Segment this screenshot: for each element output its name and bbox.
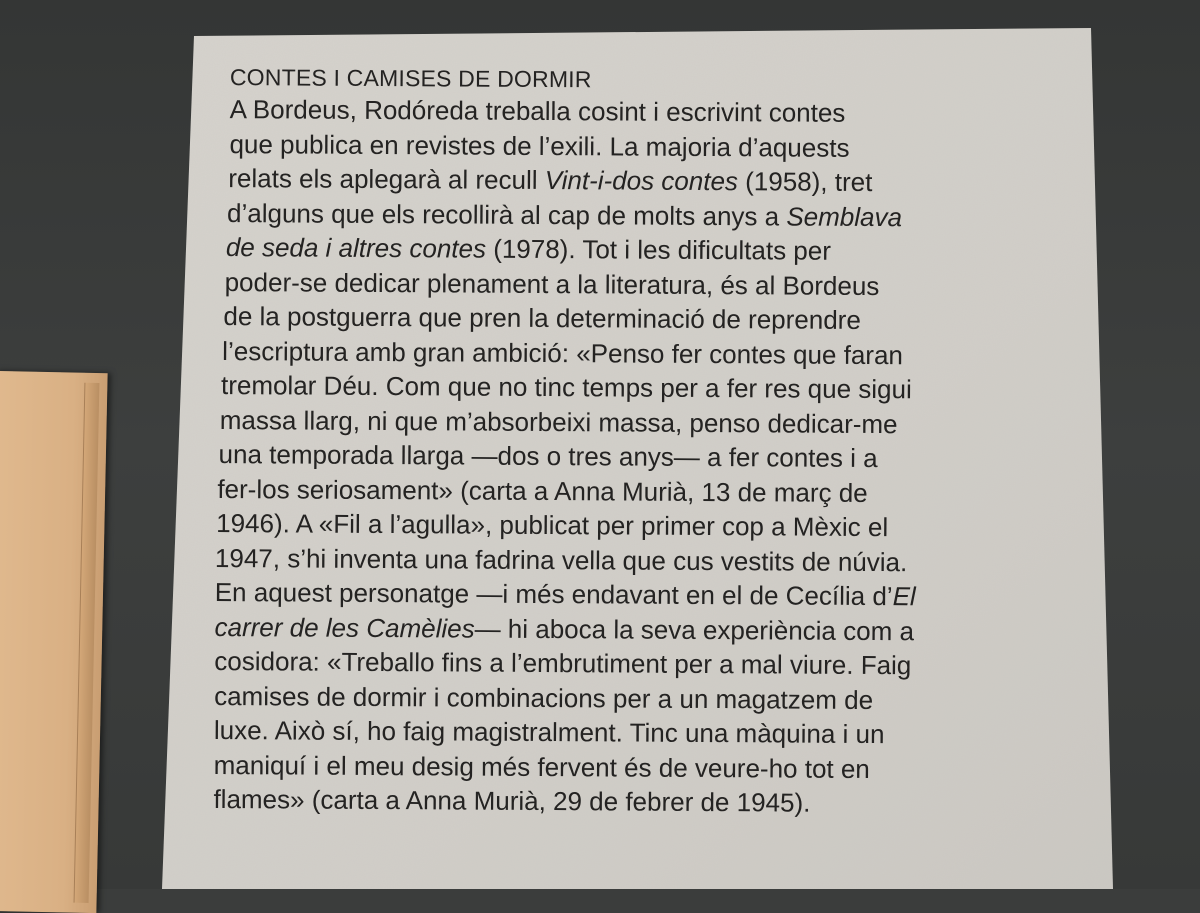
line-text: tremolar Déu. Com que no tinc temps per a fer res que sigui — [220, 370, 912, 405]
panel-text-line — [214, 713, 1094, 753]
line-text: una temporada llarga —dos o tres anys— a fer contes i a — [218, 439, 878, 474]
panel-body — [213, 92, 1097, 822]
line-text: poder-se dedicar plenament a la literatura, és al Bordeus — [224, 266, 880, 301]
panel-text-line — [216, 299, 1096, 339]
line-text: de la postguerra que pren la determinació de reprendre — [223, 301, 861, 335]
italic-title-text: El — [892, 581, 916, 612]
panel-text-line — [217, 230, 1097, 270]
panel-text-line — [216, 333, 1096, 373]
italic-title-text: Vint-i-dos contes — [544, 164, 739, 197]
line-text: — hi aboca la seva experiència com a — [474, 613, 915, 646]
italic-title-text: carrer de les Camèlies — [214, 611, 475, 644]
panel-text — [213, 62, 1098, 822]
panel-text-line — [213, 782, 1093, 822]
line-text: cosidora: «Treballo fins a l’embrutiment per a mal viure. Faig — [214, 645, 912, 681]
panel-text-line — [216, 402, 1096, 442]
line-text: l’escriptura amb gran ambició: «Penso fer contes que faran — [222, 335, 904, 370]
panel-text-line — [214, 678, 1094, 718]
panel-text-line — [214, 644, 1094, 684]
line-text: camises de dormir i combinacions per a un magatzem de — [214, 680, 874, 715]
line-text: A Bordeus, Rodóreda treballa cosint i escrivint contes — [229, 94, 846, 128]
panel-text-line — [215, 471, 1095, 511]
panel-text-line — [217, 264, 1097, 304]
panel-text-line — [217, 195, 1097, 235]
line-text: relats els aplegarà al recull — [228, 163, 545, 195]
panel-text-line — [215, 437, 1095, 477]
italic-title-text: Semblava — [786, 200, 903, 232]
line-text: maniquí i el meu desig més fervent és de veure-ho tot en — [213, 749, 870, 784]
panel-heading: CONTES I CAMISES DE DORMIR — [229, 64, 592, 93]
line-text: flames» (carta a Anna Murià, 29 de febrer de 1945). — [213, 783, 811, 818]
line-text: luxe. Això sí, ho faig magistralment. Tinc una màquina i un — [213, 714, 885, 750]
line-text: 1946). A «Fil a l’agulla», publicat per primer cop a Mèxic el — [216, 507, 889, 543]
panel-text-line — [214, 747, 1094, 787]
panel-text-line — [215, 506, 1095, 546]
line-text: (1978). Tot i les dificultats per — [485, 233, 832, 266]
line-text: massa llarg, ni que m’absorbeixi massa, penso dedicar-me — [219, 404, 898, 439]
panel-text-line — [215, 575, 1095, 615]
panel-text-line — [215, 540, 1095, 580]
panel-text-line — [216, 368, 1096, 408]
panel-text-line — [217, 126, 1097, 166]
panel-text-line — [217, 161, 1097, 201]
line-text: que publica en revistes de l’exili. La majoria d’aquests — [229, 128, 850, 163]
line-text: En aquest personatge —i més endavant en el de Cecília d’ — [214, 576, 893, 612]
panel-text-line — [214, 609, 1094, 649]
italic-title-text: de seda i altres contes — [225, 232, 487, 264]
line-text: fer-los seriosament» (carta a Anna Murià, 13 de març de — [217, 473, 868, 508]
panel-text-line — [218, 92, 1098, 132]
line-text: 1947, s’hi inventa una fadrina vella que cus vestits de núvia. — [214, 542, 908, 577]
line-text: (1958), tret — [737, 166, 873, 197]
line-text: d’alguns que els recollirà al cap de molts anys a — [226, 197, 787, 231]
